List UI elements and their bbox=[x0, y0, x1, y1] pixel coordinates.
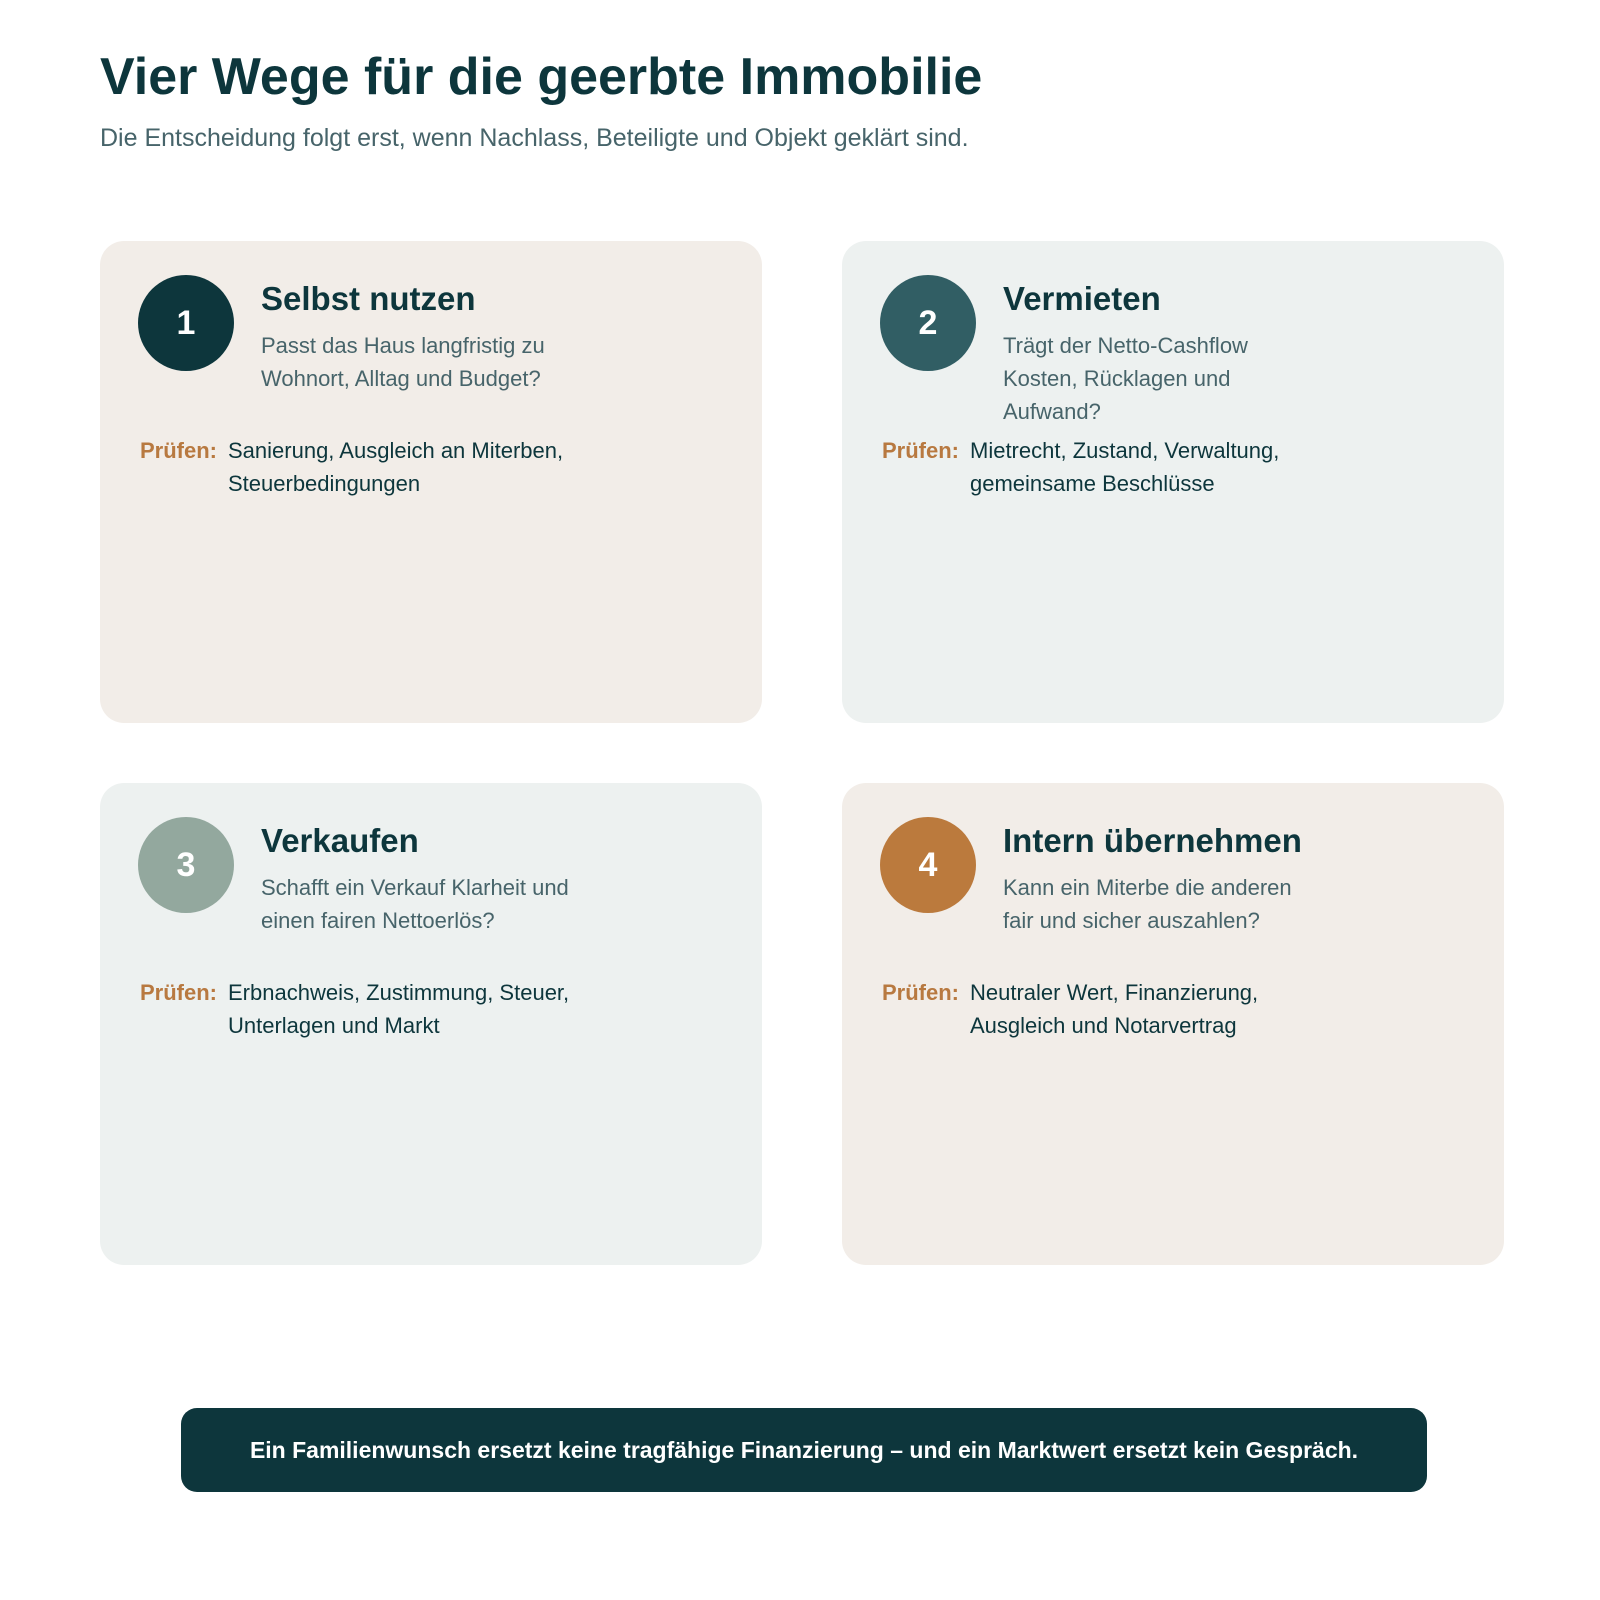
card-title: Intern übernehmen bbox=[1003, 822, 1302, 859]
header bbox=[100, 44, 1500, 154]
check-text: Erbnachweis, Zustimmung, Steuer, Unterlagen und Markt bbox=[228, 980, 570, 1038]
footer-banner bbox=[181, 1408, 1427, 1492]
check-label: Prüfen: bbox=[882, 438, 959, 463]
page-title: Vier Wege für die geerbte Immobilie bbox=[100, 48, 983, 106]
check-row bbox=[140, 976, 610, 1042]
card-header bbox=[1003, 279, 1463, 428]
step-number-badge: 3 bbox=[138, 817, 234, 913]
options-grid bbox=[100, 241, 1504, 1265]
card-header bbox=[1003, 821, 1463, 937]
footer-text: Ein Familienwunsch ersetzt keine tragfähige Finanzierung – und ein Marktwert ersetzt kein Gespräch. bbox=[249, 1436, 1359, 1463]
step-number-badge: 1 bbox=[138, 275, 234, 371]
check-row bbox=[882, 434, 1352, 500]
option-card-sell bbox=[100, 783, 762, 1265]
step-number-badge: 4 bbox=[880, 817, 976, 913]
card-title: Selbst nutzen bbox=[261, 280, 476, 317]
check-row bbox=[140, 434, 610, 500]
card-title: Vermieten bbox=[1003, 280, 1161, 317]
card-question: Schafft ein Verkauf Klarheit und einen fairen Nettoerlös? bbox=[261, 875, 569, 933]
option-card-rent bbox=[842, 241, 1504, 723]
step-number-badge: 2 bbox=[880, 275, 976, 371]
card-title: Verkaufen bbox=[261, 822, 419, 859]
card-question: Kann ein Miterbe die anderen fair und sicher auszahlen? bbox=[1003, 875, 1292, 933]
check-label: Prüfen: bbox=[882, 980, 959, 1005]
check-text: Mietrecht, Zustand, Verwaltung, gemeinsame Beschlüsse bbox=[970, 438, 1280, 496]
card-question: Trägt der Netto-Cashflow Kosten, Rücklagen und Aufwand? bbox=[1003, 333, 1248, 424]
option-card-self-use bbox=[100, 241, 762, 723]
option-card-internal-takeover bbox=[842, 783, 1504, 1265]
card-question: Passt das Haus langfristig zu Wohnort, Alltag und Budget? bbox=[261, 333, 545, 391]
check-label: Prüfen: bbox=[140, 438, 217, 463]
check-text: Neutraler Wert, Finanzierung, Ausgleich und Notarvertrag bbox=[970, 980, 1259, 1038]
card-header bbox=[261, 279, 721, 395]
check-text: Sanierung, Ausgleich an Miterben, Steuerbedingungen bbox=[228, 438, 564, 496]
card-header bbox=[261, 821, 721, 937]
check-label: Prüfen: bbox=[140, 980, 217, 1005]
page-subtitle: Die Entscheidung folgt erst, wenn Nachlass, Beteiligte und Objekt geklärt sind. bbox=[100, 124, 969, 152]
check-row bbox=[882, 976, 1352, 1042]
